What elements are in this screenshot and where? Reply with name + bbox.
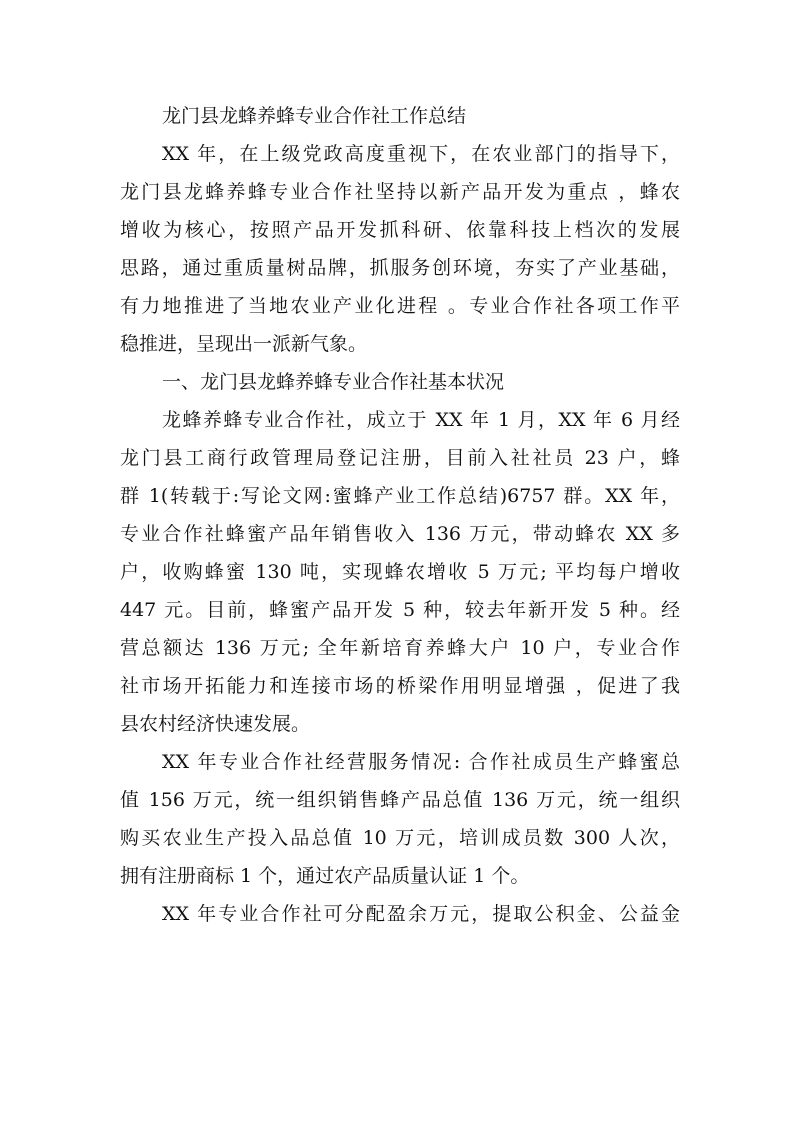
text-line: 447 元。目前，蜂蜜产品开发 5 种，较去年新开发 5 种。经	[120, 599, 680, 621]
text-line: 县农村经济快速发展。	[120, 713, 311, 735]
text-line: XX 年专业合作社经营服务情况: 合作社成员生产蜂蜜总	[162, 751, 680, 773]
paragraph-intro	[120, 135, 680, 363]
text-line: 专业合作社蜂蜜产品年销售收入 136 万元，带动蜂农 XX 多	[120, 523, 680, 545]
text-line: 拥有注册商标 1 个，通过农产品质量认证 1 个。	[120, 865, 530, 887]
text-line: XX 年，在上级党政高度重视下，在农业部门的指导下，	[162, 143, 680, 165]
text-line: 值 156 万元，统一组织销售蜂产品总值 136 万元，统一组织	[120, 789, 680, 811]
text-line: 户，收购蜂蜜 130 吨，实现蜂农增收 5 万元; 平均每户增收	[120, 561, 680, 583]
text-line: 增收为核心，按照产品开发抓科研、依靠科技上档次的发展	[120, 219, 680, 241]
document-body	[120, 97, 680, 933]
text-line: 龙蜂养蜂专业合作社，成立于 XX 年 1 月，XX 年 6 月经	[162, 409, 680, 431]
text-line: 龙门县龙蜂养蜂专业合作社坚持以新产品开发为重点 ，蜂农	[120, 181, 680, 203]
paragraph-basic-status	[120, 401, 680, 743]
text-line: 营总额达 136 万元; 全年新培育养蜂大户 10 户，专业合作	[120, 637, 680, 659]
text-line: 社市场开拓能力和连接市场的桥梁作用明显增强 ，促进了我	[120, 675, 680, 697]
text-line: 有力地推进了当地农业产业化进程 。专业合作社各项工作平	[120, 295, 680, 317]
section-heading	[120, 363, 680, 401]
document-title: 龙门县龙蜂养蜂专业合作社工作总结	[162, 105, 467, 127]
text-line: XX 年专业合作社可分配盈余万元，提取公积金、公益金	[162, 903, 680, 925]
paragraph-surplus	[120, 895, 680, 933]
text-line: 购买农业生产投入品总值 10 万元，培训成员数 300 人次，	[120, 827, 680, 849]
text-line: 稳推进，呈现出一派新气象。	[120, 333, 368, 355]
text-line: 龙门县工商行政管理局登记注册，目前入社社员 23 户，蜂	[120, 447, 680, 469]
text-line: 群 1(转载于:写论文网:蜜蜂产业工作总结)6757 群。XX 年，	[120, 485, 680, 507]
text-line: 思路，通过重质量树品牌，抓服务创环境，夯实了产业基础，	[120, 257, 680, 279]
heading-line: 一、龙门县龙蜂养蜂专业合作社基本状况	[162, 371, 505, 393]
paragraph-operations	[120, 743, 680, 895]
